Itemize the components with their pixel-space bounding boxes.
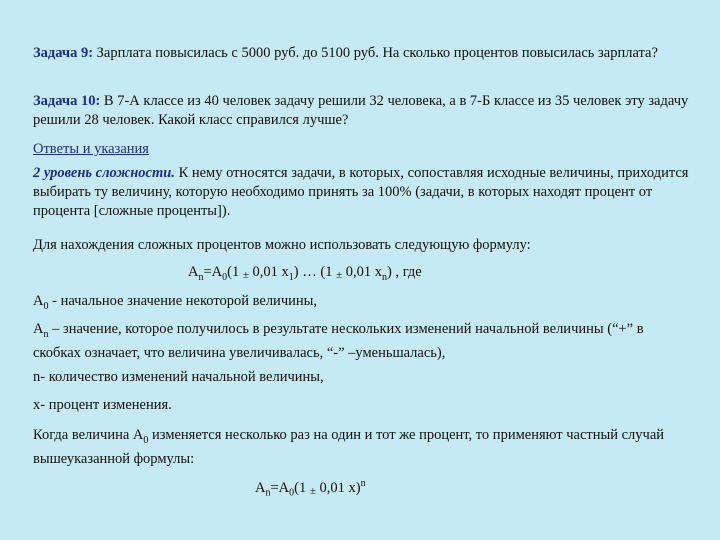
task-10-text: В 7-А классе из 40 человек задачу решили 32 человека, а в 7-Б классе из 35 человек эту задачу решили 28 человек. Какой класс справился лучше? [33,93,689,128]
answers-link[interactable]: Ответы и указания [33,141,149,157]
special-formula: $A_n=A_0(1 \pm 0,01$ x)$^n$ [255,478,366,499]
level-2-paragraph [33,164,693,221]
special-case-paragraph: Когда величина $A_0$ изменяется несколько раз на один и тот же процент, то применяют частный случай вышеуказанной формулы: [33,427,665,467]
task-9-paragraph [33,44,693,63]
definition-x: x- процент изменения. [33,397,172,413]
task-9-label: Задача 9: [33,45,94,61]
definition-a0: $A_0$ - начальное значение некоторой величины, [33,293,317,312]
answers-paragraph [33,140,693,159]
task-9-text: Зарплата повысилась с 5000 руб. до 5100 руб. На сколько процентов повысилась зарплата? [93,45,658,61]
task-10-paragraph [33,92,693,130]
definition-n: n- количество изменений начальной величины, [33,369,324,385]
formula-intro: Для нахождения сложных процентов можно использовать следующую формулу: [33,237,531,253]
task-10-label: Задача 10: [33,93,101,109]
level-2-text: К нему относятся задачи, в которых, сопоставляя исходные величины, приходится выбирать ту величину, которую необходимо принять за 100% (задачи, в которых находят процент от процента [сложные проценты]). [33,165,689,219]
level-2-label: 2 уровень сложности. [33,165,175,181]
definition-an: $A_n$ – значение, которое получилось в результате нескольких изменений начальной величины (“+” в скобках означает, что величина увеличивалась, “-” –уменьшалась), [33,321,644,361]
compound-formula: $A_n=A_0(1 \pm 0,01$ $x_1$) … (1 ± 0,01 $x_n$) , где [188,264,422,283]
